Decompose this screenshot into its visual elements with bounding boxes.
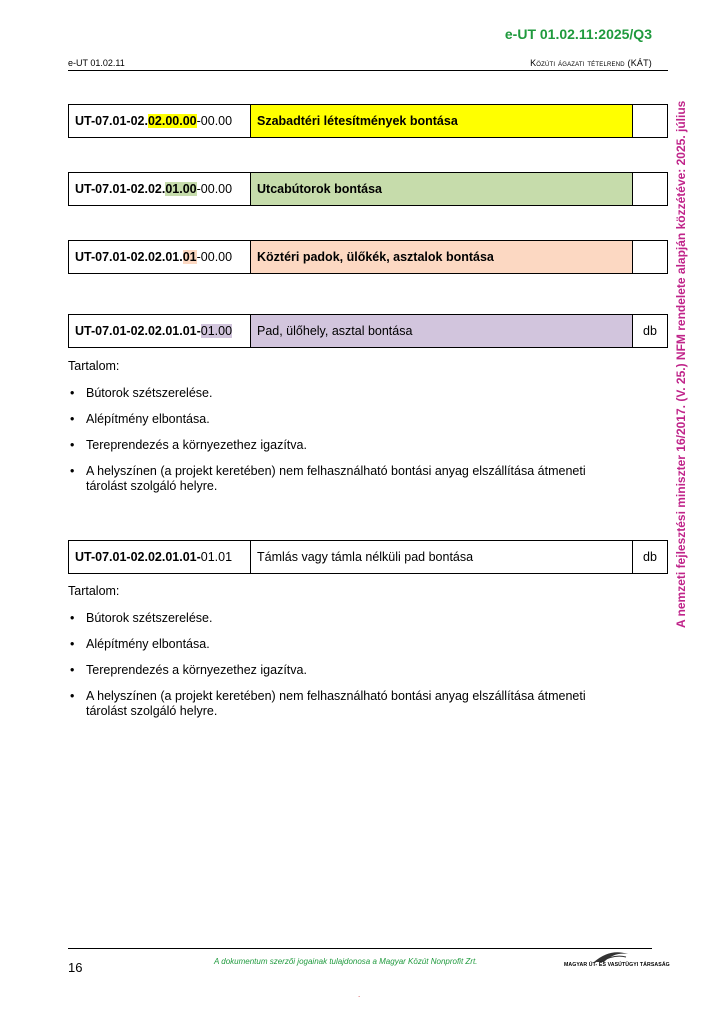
code-suffix: -00.00: [196, 182, 233, 196]
item-unit: [633, 105, 667, 137]
item-row-3: [68, 314, 668, 348]
code-highlight: 02.00.00: [147, 114, 197, 128]
item-code: [69, 105, 251, 137]
code-highlight: 01.00: [165, 182, 197, 196]
code-prefix: UT-07.01-02.02.01.01-: [75, 550, 201, 564]
logo-text: MAGYAR ÚT- ÉS VASÚTÜGYI TÁRSASÁG: [564, 962, 670, 968]
list-item: • Tereprendezés a környezethez igazítva.: [68, 438, 628, 453]
item-unit: [633, 173, 667, 205]
item-description: Köztéri padok, ülőkék, asztalok bontása: [251, 241, 633, 273]
code-prefix: UT-07.01-02.: [75, 114, 148, 128]
list-item: • Alépítmény elbontása.: [68, 637, 628, 652]
code-prefix: UT-07.01-02.02.01.: [75, 250, 183, 264]
item-unit: db: [643, 324, 657, 338]
footer-dot: .: [358, 990, 361, 999]
list-item: • Alépítmény elbontása.: [68, 412, 628, 427]
header-right-title: [530, 58, 652, 68]
copyright-note: A dokumentum szerzői jogainak tulajdonosa a Magyar Közút Nonprofit Zrt.: [214, 957, 478, 966]
item-description: Támlás vagy támla nélküli pad bontása: [251, 541, 633, 573]
list-item: • A helyszínen (a projekt keretében) nem felhasználható bontási anyag elszállítása átmeneti tárolást szolgáló helyre.: [68, 464, 628, 494]
page-number: 16: [68, 960, 83, 975]
code-suffix: -00.00: [196, 114, 233, 128]
item-description: Utcabútorok bontása: [251, 173, 633, 205]
item-code: [69, 241, 251, 273]
header-title-text: Közúti ágazati tételrend (KÁT): [530, 58, 652, 68]
item-code: [69, 173, 251, 205]
contents-list: [68, 386, 628, 505]
contents-label: Tartalom:: [68, 584, 120, 598]
list-item: • Bútorok szétszerelése.: [68, 386, 628, 401]
item-description: Szabadtéri létesítmények bontása: [251, 105, 633, 137]
code-suffix: -00.00: [196, 250, 233, 264]
code-prefix: UT-07.01-02.02.01.01-: [75, 324, 201, 338]
header-left-code: e-UT 01.02.11: [68, 58, 125, 68]
item-row-1: [68, 172, 668, 206]
item-row-0: [68, 104, 668, 138]
item-unit: [633, 241, 667, 273]
footer-rule: [68, 948, 652, 949]
list-item: • Bútorok szétszerelése.: [68, 611, 628, 626]
code-prefix: UT-07.01-02.02.: [75, 182, 166, 196]
doc-code: e-UT 01.02.11:2025/Q3: [504, 26, 652, 42]
code-highlight: 01: [182, 250, 197, 264]
item-unit: db: [643, 550, 657, 564]
list-item: • Tereprendezés a környezethez igazítva.: [68, 663, 628, 678]
company-logo: [564, 950, 670, 972]
item-row-2: [68, 240, 668, 274]
item-code: [69, 315, 251, 347]
list-item: • A helyszínen (a projekt keretében) nem felhasználható bontási anyag elszállítása átmeneti tárolást szolgáló helyre.: [68, 689, 628, 719]
item-row-4: [68, 540, 668, 574]
header-rule: [68, 70, 668, 71]
side-publication-note: A nemzeti fejlesztési miniszter 16/2017. (V. 25.) NFM rendelete alapján közzétéve: 2025. július: [674, 100, 688, 628]
code-highlight: 01.00: [200, 324, 233, 338]
contents-label: Tartalom:: [68, 359, 120, 373]
item-code: [69, 541, 251, 573]
code-suffix: 01.01: [200, 550, 233, 564]
contents-list: [68, 611, 628, 730]
item-description: Pad, ülőhely, asztal bontása: [251, 315, 633, 347]
